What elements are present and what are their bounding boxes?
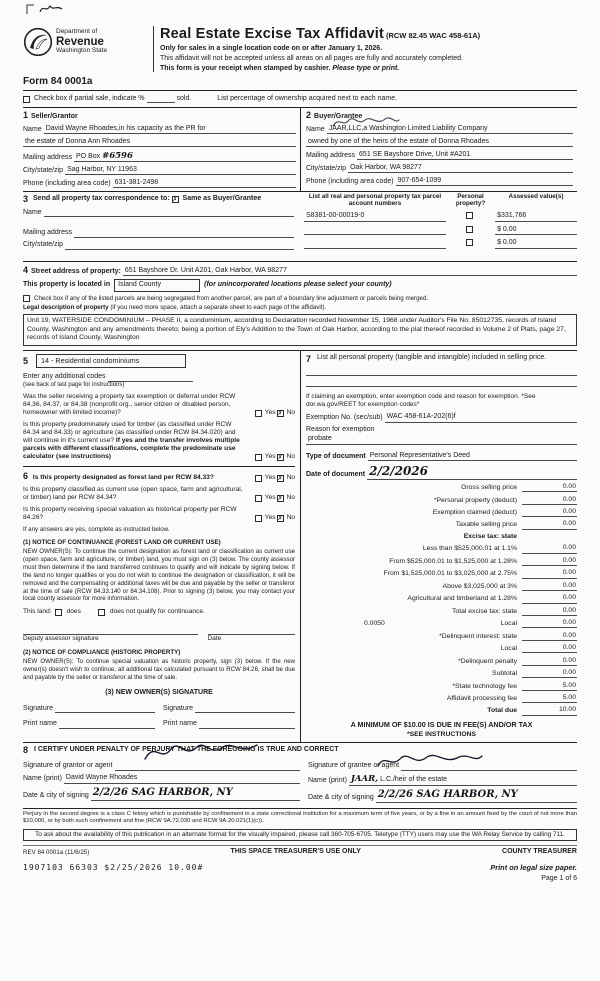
seller-number: 1 [23, 109, 29, 120]
q2-yes-checkbox[interactable] [255, 454, 262, 461]
rev-number: REV 84 0001a (11/6/25) [23, 848, 90, 856]
q4-text: Is this property classified as current use (open space, farm and agricultural, or timber) land per RCW 84.34? [23, 486, 243, 502]
correspondence-mailing-field[interactable] [74, 230, 294, 238]
tax-row-label: Affidavit processing fee [446, 695, 517, 703]
owner-printname-label-1: Print name [23, 720, 57, 728]
street-address-label: Street address of property: [31, 267, 121, 275]
grantee-signature-label: Signature of grantee or agent [308, 762, 400, 770]
dor-logo-icon [23, 27, 53, 57]
header-note-2: This affidavit will not be accepted unless all areas on all pages are fully and accurately completed. [160, 55, 463, 63]
q5-text: Is this property receiving special valuation as historical property per RCW 84.26? [23, 506, 237, 522]
section-seller [23, 108, 300, 192]
owner-printname-label-2: Print name [163, 720, 197, 728]
partial-percent-field[interactable] [147, 95, 175, 103]
correspondence-city-label: City/state/zip [23, 241, 64, 249]
parcel-row [304, 239, 577, 249]
notice-compliance-title: (2) NOTICE OF COMPLIANCE (HISTORIC PROPERTY) [23, 649, 181, 657]
located-in-note: (for unincorporated locations please select your county) [204, 281, 392, 289]
grantee-date-city-field[interactable]: 2/2/26 SAG HARBOR, NY [376, 789, 577, 802]
q1-yes-checkbox[interactable] [255, 410, 262, 417]
form-number: Form 84 0001a [23, 75, 93, 87]
tax-row-value: 5.00 [522, 694, 577, 703]
total-due-value: 10.00 [522, 706, 577, 715]
form-rcw: (RCW 82.45 WAC 458-61A) [385, 31, 481, 40]
correspondence-name-label: Name [23, 208, 42, 216]
minimum-due-note: A MINIMUM OF $10.00 IS DUE IN FEE(S) AND/OR TAX [350, 719, 533, 729]
buyer-phone-label: Phone (including area code) [306, 177, 394, 185]
perjury-note: Perjury in the second degree is a class C felony which is punishable by confinement in a state correctional institution for a maximum term of five years, or by a fine in an amount fixed by the court of not more than $10,000, or by both such confinement and fine (RCW 9A.72.030 and RCW 9A.20.021(1)(c)). [23, 810, 577, 825]
exemption-no-label: Exemption No. (sec/sub) [306, 414, 383, 422]
seller-mailing-typed: PO Box [76, 152, 101, 160]
q1-no-checkbox[interactable]: ✗ [277, 410, 283, 417]
tax-row-value: 0.00 [522, 496, 577, 505]
personal-property-checkbox-2[interactable] [466, 226, 473, 233]
local-rate: 0.0050 [364, 620, 385, 628]
section-personal-property [306, 354, 577, 480]
segregated-label: Check box if any of the listed parcels are being segregated from another parcel, are part of a boundary line adjustment or parcels being merged. [34, 294, 429, 302]
correspondence-label: Send all property tax correspondence to: [33, 195, 170, 203]
personal-property-line-1[interactable] [306, 365, 577, 376]
owner-signature-row [23, 705, 295, 714]
parcel-col-header: List all real and personal property tax parcel account numbers [308, 193, 442, 208]
buyer-mailing-field[interactable]: 651 SE Bayshore Drive, Unit #A201 [357, 151, 573, 161]
tax-row-value [522, 533, 577, 541]
tax-row-value: 0.00 [522, 544, 577, 553]
grantee-name-rest: L.C./heir of the estate [380, 776, 448, 784]
assessed-value-field[interactable]: $ 0.00 [495, 239, 577, 249]
q2-text-tail: (see instructions) [56, 453, 111, 461]
tax-row-label: From $1,525,000.01 to $3,025,000 at 2.75% [383, 570, 517, 578]
assessed-value-field[interactable]: $331,766 [495, 212, 577, 222]
question-historic-property [23, 506, 295, 522]
section-property [23, 262, 577, 351]
tax-row-label: Less than $525,000.01 at 1.1% [422, 545, 517, 553]
grantee-signature-block [300, 759, 577, 803]
tax-computation [306, 483, 577, 739]
buyer-city-label: City/state/zip [306, 164, 347, 172]
q2-no-checkbox[interactable]: ✗ [277, 454, 283, 461]
grantee-date-city-label: Date & city of signing [308, 794, 374, 802]
tax-row-label: *Personal property (deduct) [433, 496, 517, 504]
correspondence-mailing-label: Mailing address [23, 229, 73, 237]
tax-row-label: *Delinquent interest: state [439, 632, 517, 640]
tax-row-label: From $525,000.01 to $1,525,000 at 1.28% [389, 557, 517, 565]
parcel-number-field[interactable] [304, 240, 446, 249]
segregated-checkbox[interactable] [23, 295, 30, 302]
land-use-code-field[interactable]: 14 - Residential condominiums [36, 354, 186, 368]
personal-property-checkbox-3[interactable] [466, 239, 473, 246]
tax-row-label: Agricultural and timberland at 1.28% [407, 595, 517, 603]
buyer-name-field[interactable]: JAAR,LLC,a Washington Limited Liability Company [327, 125, 573, 135]
see-instructions-note: *SEE INSTRUCTIONS [406, 730, 477, 738]
cashier-stamp: 1907103 66303 $2/25/2026 10.00# [23, 862, 204, 872]
seller-city-field[interactable]: Sag Harbor, NY 11963 [65, 166, 296, 176]
print-note: Print on legal size paper. [490, 862, 577, 872]
tax-row-value: 0.00 [522, 594, 577, 603]
this-land-label: This land: [23, 608, 52, 616]
tax-row-value: 5.00 [522, 682, 577, 691]
question-current-use [23, 486, 295, 502]
personal-property-line-2[interactable] [306, 376, 577, 387]
grantee-name-hand: JAAR, [350, 774, 379, 785]
seller-city-label: City/state/zip [23, 166, 64, 174]
grantor-signature-field[interactable] [115, 763, 300, 771]
parcel-row [304, 212, 577, 222]
buyer-name-field-2[interactable]: owned by one of the heirs of the estate of Donna Rhoades [306, 138, 573, 148]
tax-row-label: Exemption claimed (deduct) [432, 508, 517, 516]
treasurer-space-label: THIS SPACE TREASURER'S USE ONLY [230, 848, 361, 856]
doc-type-field[interactable]: Personal Representative's Deed [368, 452, 577, 462]
if-yes-note: If any answers are yes, complete as instructed below. [23, 526, 170, 534]
tax-row-value: 0.00 [522, 557, 577, 566]
partial-sale-row [23, 93, 577, 107]
use-code-number: 5 [23, 355, 29, 366]
agency-block [23, 24, 151, 74]
q1-yes-label: Yes [264, 408, 276, 416]
partial-sold-label: sold. [176, 94, 192, 102]
certify-number: 8 [23, 744, 29, 755]
q2-text: Is this property predominately used for timber (as classified under RCW 84.34 and 84.33) or agriculture (as classified under RCW 84.34.020) and will continue in it's current use? [23, 421, 236, 445]
q2-text-bold: If yes and the transfer involves multiple parcels with different classifications, complete the predominate use calculator [23, 437, 240, 461]
does-not-checkbox[interactable] [98, 609, 105, 616]
section-certification [23, 743, 577, 809]
section-seller-buyer [23, 107, 577, 193]
legal-description-field[interactable]: Unit 19, WATERSIDE CONDOMINIUM – PHASE II, a condominium, according to Declaration recorded November 15, 1968 under Auditor's File No. 85012735, records of Island County, Washington and any amendments thereto; being a portion of Ely's Addition to the Town of Oak Harbor, according to the plat thereof recorded in Volume 2 of Plats, page 27, records of Island County, Washington [23, 314, 577, 346]
q4-yes-checkbox[interactable] [255, 495, 262, 502]
correspondence-city-field[interactable] [65, 242, 294, 250]
main-columns [23, 351, 577, 743]
grantee-name-field[interactable] [349, 774, 577, 786]
q1-text: Was the seller receiving a property tax exemption or deferral under RCW 84.36, 84.37, or 84.38 (nonprofit org., senior citizen or disabled person, homeowner with limited income)? [23, 392, 236, 416]
notice-compliance-body: NEW OWNER(S): To continue special valuation as historic property, sign (3) below. If the new owner(s) doesn't wish to continue, all additional tax calculated pursuant to RCW 84.26, shall be due and payable by the seller or transferor at the time of sale. [23, 658, 295, 682]
q5-yes-checkbox[interactable] [255, 515, 262, 522]
grantor-date-city-label: Date & city of signing [23, 792, 89, 800]
page-indicator: Page 1 of 6 [541, 874, 577, 882]
reason-for-exemption-label: Reason for exemption [306, 425, 375, 433]
exemption-note: If claiming an exemption, enter exemption code and reason for exemption. *See dor.wa.gov/REET for exemption codes* [306, 393, 536, 409]
seller-name-field[interactable]: David Wayne Rhoades,in his capacity as the PR for [44, 125, 296, 135]
dept-line1: Department of [56, 28, 98, 36]
partial-sale-checkbox[interactable] [23, 96, 30, 103]
forest-number: 6 [23, 471, 29, 482]
partial-note: List percentage of ownership acquired next to each name. [217, 94, 398, 102]
doc-date-field[interactable]: 2/2/2026 [367, 464, 577, 480]
seller-phone-label: Phone (including area code) [23, 179, 111, 187]
tax-row-value: 0.00 [522, 632, 577, 641]
seller-mailing-field[interactable] [74, 151, 296, 163]
seller-name-label: Name [23, 125, 42, 133]
q1-no-label: No [286, 408, 295, 416]
q4-no-label: No [286, 494, 295, 502]
tax-row-label: Gross selling price [461, 484, 517, 492]
tax-row-label: Above $3,025,000 at 3% [442, 582, 517, 590]
total-excise-tax-value: 0.00 [522, 607, 577, 616]
same-as-buyer-label: Same as Buyer/Grantee [182, 195, 262, 203]
additional-codes-label: Enter any additional codes [23, 373, 106, 381]
q5-no-label: No [286, 514, 295, 522]
grantee-signature-field[interactable] [401, 763, 577, 771]
personal-property-number: 7 [306, 354, 312, 365]
certify-statement: I CERTIFY UNDER PENALTY OF PERJURY THAT THE FOREGOING IS TRUE AND CORRECT [34, 746, 339, 754]
located-in-label: This property is located in [23, 281, 111, 289]
seller-phone-field[interactable]: 631-381-2498 [113, 179, 296, 189]
q5-yes-label: Yes [264, 514, 276, 522]
tax-row-value: 0.00 [522, 569, 577, 578]
deputy-assessor-signature-label: Deputy assessor signature [23, 635, 99, 643]
county-treasurer-label: COUNTY TREASURER [502, 848, 577, 856]
deputy-date-field[interactable] [208, 626, 295, 635]
header-divider [153, 26, 154, 72]
q3-no-checkbox[interactable]: ✗ [277, 475, 283, 482]
local-tax-label: Local [500, 620, 517, 628]
section-use-code [23, 354, 295, 461]
q2-no-label: No [286, 453, 295, 461]
section-forest-land [23, 466, 295, 729]
legal-description-note: (if you need more space, attach a separate sheet to each page of the affidavit). [110, 304, 327, 312]
tax-row-value: 0.00 [522, 508, 577, 517]
bottom-row [23, 863, 577, 884]
tax-row-label: Taxable selling price [455, 521, 517, 529]
total-excise-tax-label: Total excise tax: state [452, 607, 517, 615]
same-as-buyer-checkbox[interactable]: ✗ [172, 197, 178, 204]
reet-affidavit-page [23, 24, 577, 883]
tax-row-value: 0.00 [522, 669, 577, 678]
tax-row-label: Subtotal [492, 670, 517, 678]
additional-codes-field[interactable] [108, 374, 194, 382]
section-correspondence [23, 192, 577, 262]
tax-row-value: 0.00 [522, 657, 577, 666]
tax-row-label: *Delinquent penalty [458, 657, 517, 665]
buyer-phone-field[interactable]: 907-654-1099 [396, 177, 573, 187]
owner-signature-label-2: Signature [163, 704, 193, 712]
scan-artifact-mark [26, 2, 66, 16]
grantor-signature-block [23, 759, 300, 803]
header-rule [23, 90, 577, 91]
header-note-1: Only for sales in a single location code on or after January 1, 2026. [160, 45, 383, 53]
header-note-3a: This form is your receipt when stamped by cashier. [160, 65, 331, 73]
owner-signature-field-1[interactable] [55, 705, 155, 713]
tax-row-label: *State technology fee [452, 682, 517, 690]
assessed-value-col-header: Assessed value(s) [508, 193, 564, 201]
correspondence-name-field[interactable] [44, 209, 294, 217]
q4-no-checkbox[interactable]: ✗ [277, 495, 283, 502]
tax-row-value: 0.00 [522, 582, 577, 591]
treasurer-row [23, 845, 577, 857]
seller-name-field-2[interactable]: the estate of Donna Ann Rhoades [23, 138, 296, 148]
assessed-value-field[interactable]: $ 0.00 [495, 226, 577, 236]
new-owners-signature-title: (3) NEW OWNER(S) SIGNATURE [105, 689, 213, 697]
header-note-3b: Please type or print. [332, 65, 400, 73]
correspondence-number: 3 [23, 194, 29, 205]
alternate-format-note: To ask about the availability of this publication in an alternate format for the visually impaired, please call 360-705-6705. Teletype (TTY) users may use the WA Relay Service by calling 711. [23, 829, 577, 842]
deputy-assessor-signature-field[interactable] [23, 626, 198, 635]
dept-line2: Revenue [56, 35, 104, 48]
section-buyer [300, 108, 577, 192]
parcel-table [304, 194, 577, 248]
partial-sale-label: Check box if partial sale, indicate % [34, 94, 145, 102]
doc-type-label: Type of document [306, 452, 366, 460]
owner-signature-label-1: Signature [23, 704, 53, 712]
q2-yes-label: Yes [264, 453, 276, 461]
tax-row-value: 0.00 [522, 644, 577, 653]
county-select[interactable]: Island County [114, 279, 200, 292]
does-label: does [66, 608, 81, 616]
grantor-name-field[interactable]: David Wayne Rhoades [64, 774, 300, 784]
parcel-number-field[interactable] [304, 226, 446, 235]
doc-date-label: Date of document [306, 471, 366, 479]
local-tax-value: 0.00 [522, 619, 577, 628]
dept-line3: Washington State [56, 47, 108, 55]
parcel-row [304, 226, 577, 236]
notice-continuance-title: (1) NOTICE OF CONTINUANCE (FOREST LAND OR CURRENT USE) [23, 538, 221, 546]
reason-for-exemption-field[interactable]: probate [306, 435, 577, 445]
does-not-label: does not qualify for continuance. [109, 608, 205, 616]
deputy-date-label: Date [207, 635, 222, 643]
owner-printname-row [23, 720, 295, 729]
street-address-field[interactable]: 651 Bayshore Dr. Unit A201, Oak Harbor, WA 98277 [123, 267, 577, 277]
total-due-label: Total due [487, 707, 517, 715]
buyer-number: 2 [306, 109, 312, 120]
form-title: Real Estate Excise Tax Affidavit [160, 26, 384, 42]
q5-no-checkbox[interactable]: ✗ [277, 515, 283, 522]
q3-yes-label: Yes [264, 474, 276, 482]
personal-property-col-header: Personal property? [455, 193, 486, 208]
buyer-city-field[interactable]: Oak Harbor, WA 98277 [348, 164, 573, 174]
q3-no-label: No [286, 474, 295, 482]
grantee-name-label: Name (print) [308, 777, 347, 785]
legal-description-label: Legal description of property [23, 304, 109, 312]
q3-text: Is this property designated as forest land per RCW 84.33? [32, 474, 214, 482]
question-timber-agriculture [23, 421, 295, 461]
does-checkbox[interactable] [55, 609, 62, 616]
grantor-name-label: Name (print) [23, 775, 62, 783]
additional-codes-note: (see back of last page for instructions) [23, 381, 125, 388]
excise-tax-state-label: Excise tax: state [463, 532, 517, 540]
question-forest-land [23, 471, 295, 482]
grantor-date-city-field[interactable]: 2/2/26 SAG HARBOR, NY [91, 787, 300, 800]
notice-continuance-body: NEW OWNER(S): To continue the current designation as forest land or classification as current use (open space, farm and agriculture, or timber) land, you must sign on (3) below. The county assessor must then determine if the land transferred continues to qualify and will indicate by signing below. If the land no longer qualifies or you do not wish to continue the designation or classification, it will be removed and the compensating or additional taxes will be due and payable by the seller or transferor at the time of sale (RCW 84.33.140 or 84.34.108). Prior to signing (3) below, you may contact your local county assessor for more information. [23, 547, 295, 603]
owner-signature-field-2[interactable] [195, 705, 295, 713]
q4-yes-label: Yes [264, 494, 276, 502]
personal-property-checkbox-1[interactable] [466, 212, 473, 219]
q3-yes-checkbox[interactable] [255, 475, 262, 482]
buyer-title: Buyer/Grantee [314, 112, 363, 120]
owner-printname-field-2[interactable] [199, 721, 295, 729]
property-number: 4 [23, 265, 29, 276]
buyer-mailing-label: Mailing address [306, 151, 356, 159]
buyer-name-label: Name [306, 125, 325, 133]
land-qualify-row [23, 608, 295, 616]
parcel-number-field[interactable]: S8381-00-00019-0 [304, 212, 446, 222]
deputy-signature-lines [23, 626, 295, 635]
tax-row-value: 0.00 [522, 520, 577, 529]
owner-printname-field-1[interactable] [59, 721, 155, 729]
personal-property-intro: List all personal property (tangible and intangible) included in selling price. [317, 354, 547, 362]
seller-mailing-label: Mailing address [23, 153, 73, 161]
seller-mailing-hand: #6596 [102, 150, 133, 161]
tax-row-label: Local [500, 645, 517, 653]
grantor-signature-label: Signature of grantor or agent [23, 762, 113, 770]
question-exemption-deferral [23, 393, 295, 417]
form-header [23, 24, 577, 74]
seller-title: Seller/Grantor [31, 112, 78, 120]
tax-row-value: 0.00 [522, 483, 577, 492]
exemption-no-field[interactable]: WAC 458-61A-202(6)f [385, 413, 577, 423]
